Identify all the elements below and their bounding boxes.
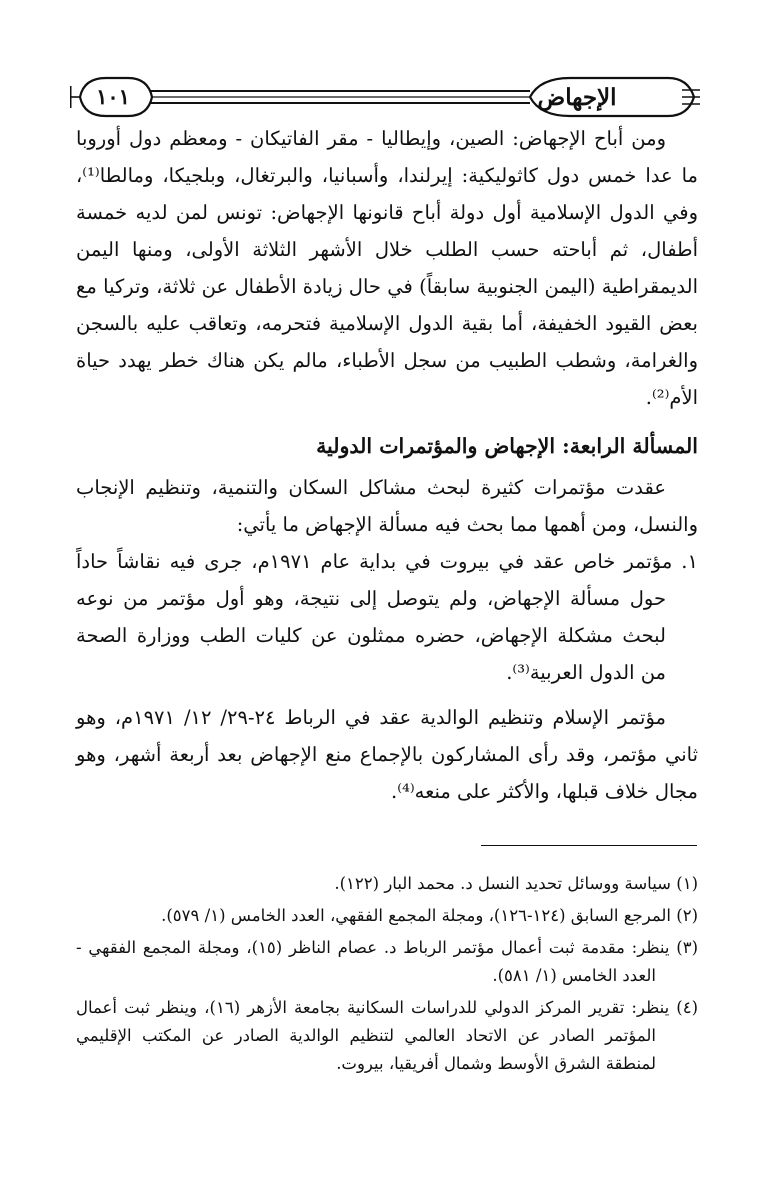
footnote-1: (١) سياسة ووسائل تحديد النسل د. محمد البار (١٢٢). xyxy=(334,874,698,893)
list-item-beirut-conference: ١. مؤتمر خاص عقد في بيروت في بداية عام ١٩٧١م، جرى فيه نقاشاً حاداً حول مسألة الإجهاض، ولم يتوصل إلى نتيجة، وهو أول مؤتمر من نوعه لبحث مشكلة الإجهاض، حضره ممثلون عن كليات الطب ووزارة الصحة من الدول العربية⁽³⁾. xyxy=(76,550,698,684)
page-number: ١٠١ xyxy=(96,84,130,109)
paragraph-legalization: ومن أباح الإجهاض: الصين، وإيطاليا - مقر الفاتيكان - ومعظم دول أوروبا ما عدا خمس دول كاثوليكية: إيرلندا، وأسبانيا، والبرتغال، وبلجيكا، ومالطا⁽¹⁾، وفي الدول الإسلامية أول دولة أباح قانونها الإجهاض: تونس لمن لديه خمسة أطفال، ثم أباحته حسب الطلب خلال الأشهر الثلاثة الأولى، ومنها اليمن الديمقراطية (اليمن الجنوبية سابقاً) في حال زيادة الأطفال عن ثلاثة، وتركيا مع بعض القيود الخفيفة، أما بقية الدول الإسلامية فتحرمه، وتعاقب عليه بالسجن والغرامة، وشطب الطبيب من سجل الأطباء، مالم يكن هناك خطر يهدد حياة الأم⁽²⁾. xyxy=(76,127,698,409)
footnotes xyxy=(76,870,698,1082)
footnote-4: (٤) ينظر: تقرير المركز الدولي للدراسات السكانية بجامعة الأزهر (١٦)، وينظر ثبت أعمال المؤتمر الصادر عن الاتحاد العالمي لتنظيم الوالدية الصادر عن المكتب الإقليمي لمنطقة الشرق الأوسط وشمال أفريقيا، بيروت. xyxy=(76,998,699,1073)
paragraph-conferences-intro: عقدت مؤتمرات كثيرة لبحث مشاكل السكان والتنمية، وتنظيم الإنجاب والنسل، ومن أهمها مما بحث فيه مسألة الإجهاض ما يأتي: xyxy=(76,476,698,536)
footnote-3: (٣) ينظر: مقدمة ثبت أعمال مؤتمر الرباط د. عصام الناظر (١٥)، ومجلة المجمع الفقهي - العدد الخامس (١/ ٥٨١). xyxy=(76,938,698,985)
footnote-2: (٢) المرجع السابق (١٢٤-١٢٦)، ومجلة المجمع الفقهي، العدد الخامس (١/ ٥٧٩). xyxy=(161,906,698,925)
section-heading: المسألة الرابعة: الإجهاض والمؤتمرات الدولية xyxy=(316,434,698,458)
chapter-title: الإجهاض xyxy=(537,84,617,111)
main-text xyxy=(76,120,698,810)
footnote-separator xyxy=(481,845,697,846)
paragraph-rabat-conference: مؤتمر الإسلام وتنظيم الوالدية عقد في الرباط ٢٤-٢٩/ ١٢/ ١٩٧١م، وهو ثاني مؤتمر، وقد رأى المشاركون بالإجماع منع الإجهاض بعد أربعة أشهر، وهو مجال خلاف قبلها، والأكثر على منعه⁽⁴⁾. xyxy=(76,706,698,803)
running-header xyxy=(70,70,700,126)
